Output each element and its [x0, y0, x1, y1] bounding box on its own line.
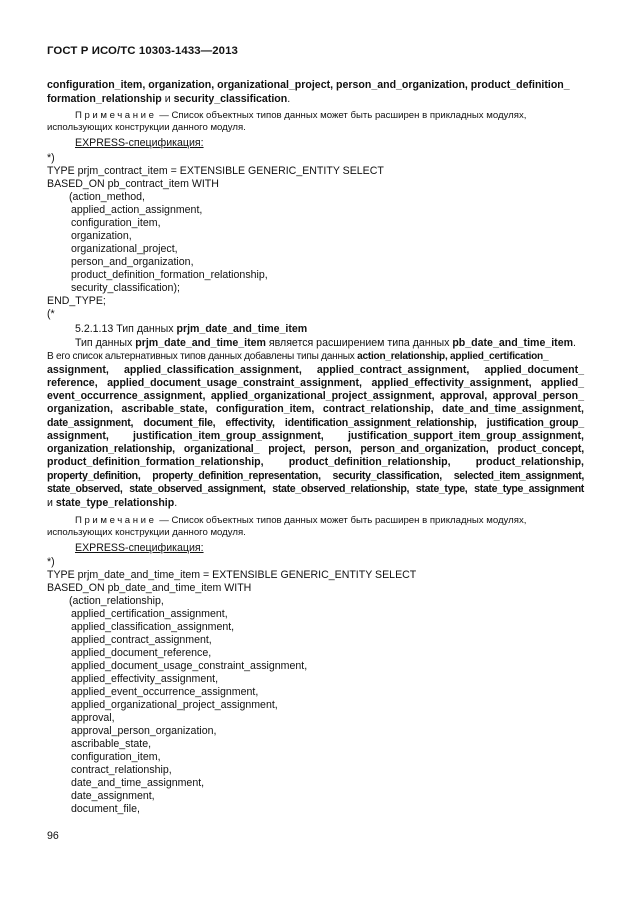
- code-item: applied_classification_assignment,: [71, 621, 235, 633]
- para-text: Тип данных: [75, 337, 136, 349]
- para-line: assignment, justification_item_group_assignment, justification_support_item_group_assignment,: [47, 430, 584, 442]
- para-text: и: [47, 497, 56, 509]
- code-item: date_assignment,: [71, 790, 155, 802]
- para-text: .: [573, 337, 576, 349]
- code-item: applied_event_occurrence_assignment,: [71, 686, 259, 698]
- para-line: organization_relationship, organizational_ project, person, person_and_organization, product_concept,: [47, 443, 584, 455]
- code-item: organization,: [71, 230, 132, 242]
- para-line: organization, ascribable_state, configuration_item, contract_relationship, date_and_time_assignment,: [47, 403, 584, 415]
- code-item: date_and_time_assignment,: [71, 777, 205, 789]
- para-text: В его список альтернативных типов данных добавлены типы данных: [47, 351, 358, 362]
- type-name: pb_date_and_time_item: [452, 337, 574, 349]
- code-item: (action_method,: [69, 191, 145, 203]
- express-heading: EXPRESS-спецификация:: [75, 137, 204, 149]
- code-item: applied_action_assignment,: [71, 204, 203, 216]
- para-line: date_assignment, document_file, effectivity, identification_assignment_relationship, justification_group_: [47, 417, 584, 429]
- express-heading: EXPRESS-спецификация:: [75, 542, 204, 554]
- code-item: organizational_project,: [71, 243, 178, 255]
- note-label: Примечание: [75, 110, 157, 121]
- code-line: BASED_ON pb_contract_item WITH: [47, 178, 219, 190]
- para-line: event_occurrence_assignment, applied_organizational_project_assignment, approval, approval_person_: [47, 390, 584, 402]
- code-line: (*: [47, 308, 55, 320]
- page-header-title: ГОСТ Р ИСО/ТС 10303-1433—2013: [47, 45, 238, 57]
- code-item: contract_relationship,: [71, 764, 172, 776]
- code-item: applied_organizational_project_assignment,: [71, 699, 278, 711]
- code-item: (action_relationship,: [69, 595, 164, 607]
- para-line: state_observed, state_observed_assignment, state_observed_relationship, state_type, state_type_assignment: [47, 483, 584, 495]
- note-text: — Список объектных типов данных может быть расширен в прикладных модулях,: [156, 110, 527, 121]
- code-item: person_and_organization,: [71, 256, 194, 268]
- code-item: ascribable_state,: [71, 738, 152, 750]
- code-line: BASED_ON pb_date_and_time_item WITH: [47, 582, 252, 594]
- note-label: Примечание: [75, 515, 157, 526]
- code-line: TYPE prjm_date_and_time_item = EXTENSIBLE GENERIC_ENTITY SELECT: [47, 569, 417, 581]
- code-item: applied_certification_assignment,: [71, 608, 228, 620]
- section-number-title: 5.2.1.13 Тип данных: [75, 323, 177, 335]
- note-text: — Список объектных типов данных может быть расширен в прикладных модулях,: [156, 515, 527, 526]
- para-line: [47, 497, 177, 510]
- type-name: formation_relationship: [47, 93, 162, 105]
- para-text: является расширением типа данных: [265, 337, 453, 349]
- type-name: security_classification: [173, 93, 288, 105]
- page-number: 96: [47, 830, 59, 842]
- para-line: product_definition_formation_relationship, product_definition_relationship, product_relationship,: [47, 456, 584, 468]
- section-heading: [75, 323, 307, 336]
- note: [47, 110, 584, 134]
- para-line: reference, applied_document_usage_constraint_assignment, applied_effectivity_assignment, applied_: [47, 377, 584, 389]
- code-item: applied_effectivity_assignment,: [71, 673, 219, 685]
- para-text: .: [174, 497, 178, 509]
- code-line: *): [47, 152, 55, 164]
- para-line: property_definition, property_definition_representation, security_classification, selected_item_assignment,: [47, 470, 584, 482]
- code-line: TYPE prjm_contract_item = EXTENSIBLE GENERIC_ENTITY SELECT: [47, 165, 384, 177]
- code-item: configuration_item,: [71, 751, 161, 763]
- section-type-name: prjm_date_and_time_item: [176, 323, 308, 335]
- type-name: action_relationship, applied_certification_: [357, 351, 549, 362]
- code-item: applied_document_reference,: [71, 647, 212, 659]
- note: [47, 515, 584, 539]
- type-list-line: configuration_item, organization, organizational_project, person_and_organization, product_definition_: [47, 79, 570, 91]
- para-line: [75, 337, 576, 350]
- period: .: [287, 93, 291, 105]
- code-item: configuration_item,: [71, 217, 161, 229]
- para-line: [47, 350, 548, 363]
- code-item: applied_contract_assignment,: [71, 634, 212, 646]
- code-item: approval,: [71, 712, 115, 724]
- code-item: security_classification);: [71, 282, 180, 294]
- type-list-line: [47, 93, 290, 106]
- note-text: использующих конструкции данного модуля.: [47, 121, 246, 133]
- code-item: approval_person_organization,: [71, 725, 217, 737]
- conjunction: и: [161, 93, 174, 105]
- type-name: prjm_date_and_time_item: [135, 337, 266, 349]
- type-name: state_type_relationship: [55, 497, 175, 509]
- code-item: applied_document_usage_constraint_assignment,: [71, 660, 308, 672]
- code-item: document_file,: [71, 803, 140, 815]
- code-item: product_definition_formation_relationship,: [71, 269, 268, 281]
- code-line: END_TYPE;: [47, 295, 106, 307]
- para-line: assignment, applied_classification_assignment, applied_contract_assignment, applied_document_: [47, 364, 584, 376]
- note-text: использующих конструкции данного модуля.: [47, 526, 246, 538]
- code-line: *): [47, 556, 55, 568]
